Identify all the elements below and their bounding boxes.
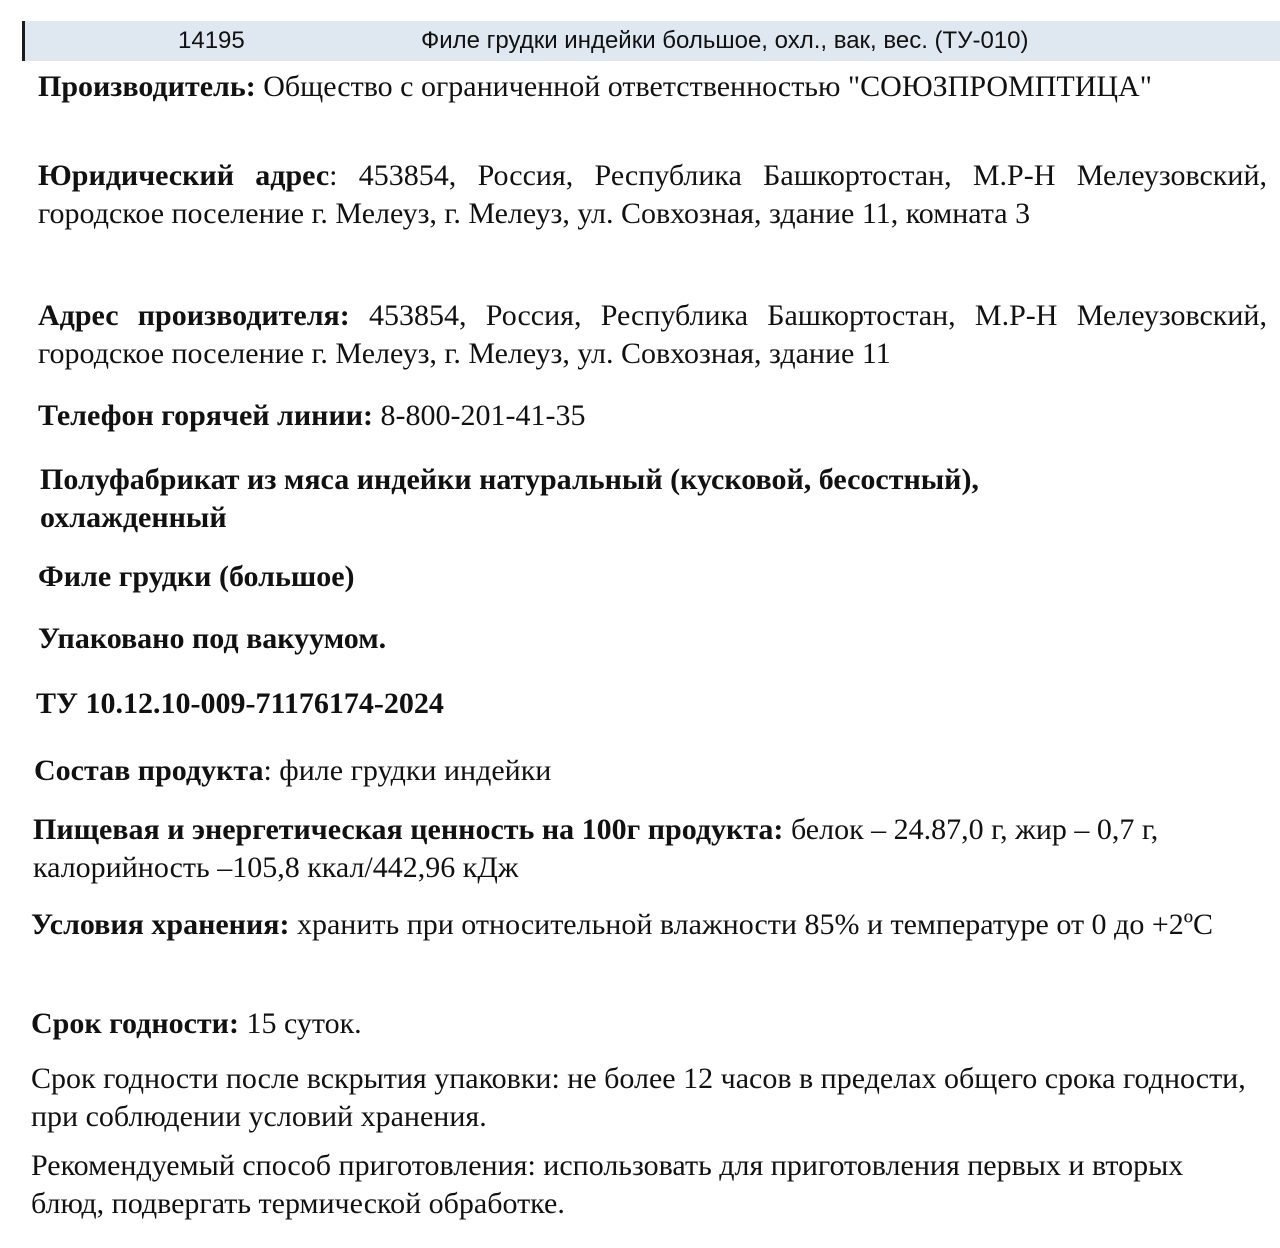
packaging-text: Упаковано под вакуумом. xyxy=(38,622,387,655)
product-type-block xyxy=(40,461,1140,537)
nutrition-block xyxy=(33,811,1228,887)
composition-value: : филе грудки индейки xyxy=(263,754,552,787)
hotline-block xyxy=(38,397,1267,435)
storage-label: Условия хранения: xyxy=(31,908,290,941)
shelf-life-value: 15 суток. xyxy=(246,1007,362,1040)
tu-block xyxy=(36,685,1265,723)
nutrition-label: Пищевая и энергетическая ценность на 100г продукта: xyxy=(33,813,784,846)
packaging-block xyxy=(38,620,1267,658)
storage-block xyxy=(31,906,1246,944)
hotline-value: 8-800-201-41-35 xyxy=(380,399,586,432)
manufacturer-block xyxy=(38,68,1267,106)
after-opening-text: Срок годности после вскрытия упаковки: не более 12 часов в пределах общего срока годности, при соблюдении условий хранения. xyxy=(31,1062,1246,1133)
header-bar xyxy=(22,21,1280,61)
cooking-block xyxy=(31,1147,1246,1223)
composition-block xyxy=(34,752,1263,790)
product-name: Филе грудки (большое) xyxy=(38,560,355,593)
tu-text: ТУ 10.12.10-009-71176174-2024 xyxy=(36,687,444,720)
shelf-life-block xyxy=(31,1005,1260,1043)
legal-address-label: Юридический адрес xyxy=(38,159,330,192)
nutrition-value: белок – 24.87,0 г, жир – 0,7 г, калорийность –105,8 ккал/442,96 кДж xyxy=(33,813,1159,884)
storage-value: хранить при относительной влажности 85% и температуре от 0 до +2ºС xyxy=(296,908,1214,941)
product-name-block xyxy=(38,558,1267,596)
shelf-life-label: Срок годности: xyxy=(31,1007,239,1040)
product-title: Филе грудки индейки большое, охл., вак, вес. (ТУ-010) xyxy=(421,27,1029,54)
after-opening-block xyxy=(31,1060,1246,1136)
cooking-text: Рекомендуемый способ приготовления: использовать для приготовления первых и вторых блюд, подвергать термической обработке. xyxy=(31,1149,1184,1220)
product-code: 14195 xyxy=(178,27,245,54)
manufacturer-value: Общество с ограниченной ответственностью "СОЮЗПРОМПТИЦА" xyxy=(263,70,1152,103)
legal-address-block xyxy=(38,157,1267,233)
composition-label: Состав продукта xyxy=(34,754,264,787)
hotline-label: Телефон горячей линии: xyxy=(38,399,374,432)
producer-address-block xyxy=(38,297,1267,373)
producer-address-label: Адрес производителя: xyxy=(38,299,350,332)
product-type: Полуфабрикат из мяса индейки натуральный (кусковой, бесостный), охлажденный xyxy=(40,463,979,534)
producer-address-value: 453854, Россия, Республика Башкортостан, М.Р-Н Мелеузовский, городское поселение г. Мелеуз, г. Мелеуз, ул. Совхозная, здание 11 xyxy=(38,299,1267,370)
manufacturer-label: Производитель: xyxy=(38,70,256,103)
legal-address-value: : 453854, Россия, Республика Башкортостан, М.Р-Н Мелеузовский, городское поселение г. Мелеуз, г. Мелеуз, ул. Совхозная, здание 11, комната 3 xyxy=(38,159,1267,230)
